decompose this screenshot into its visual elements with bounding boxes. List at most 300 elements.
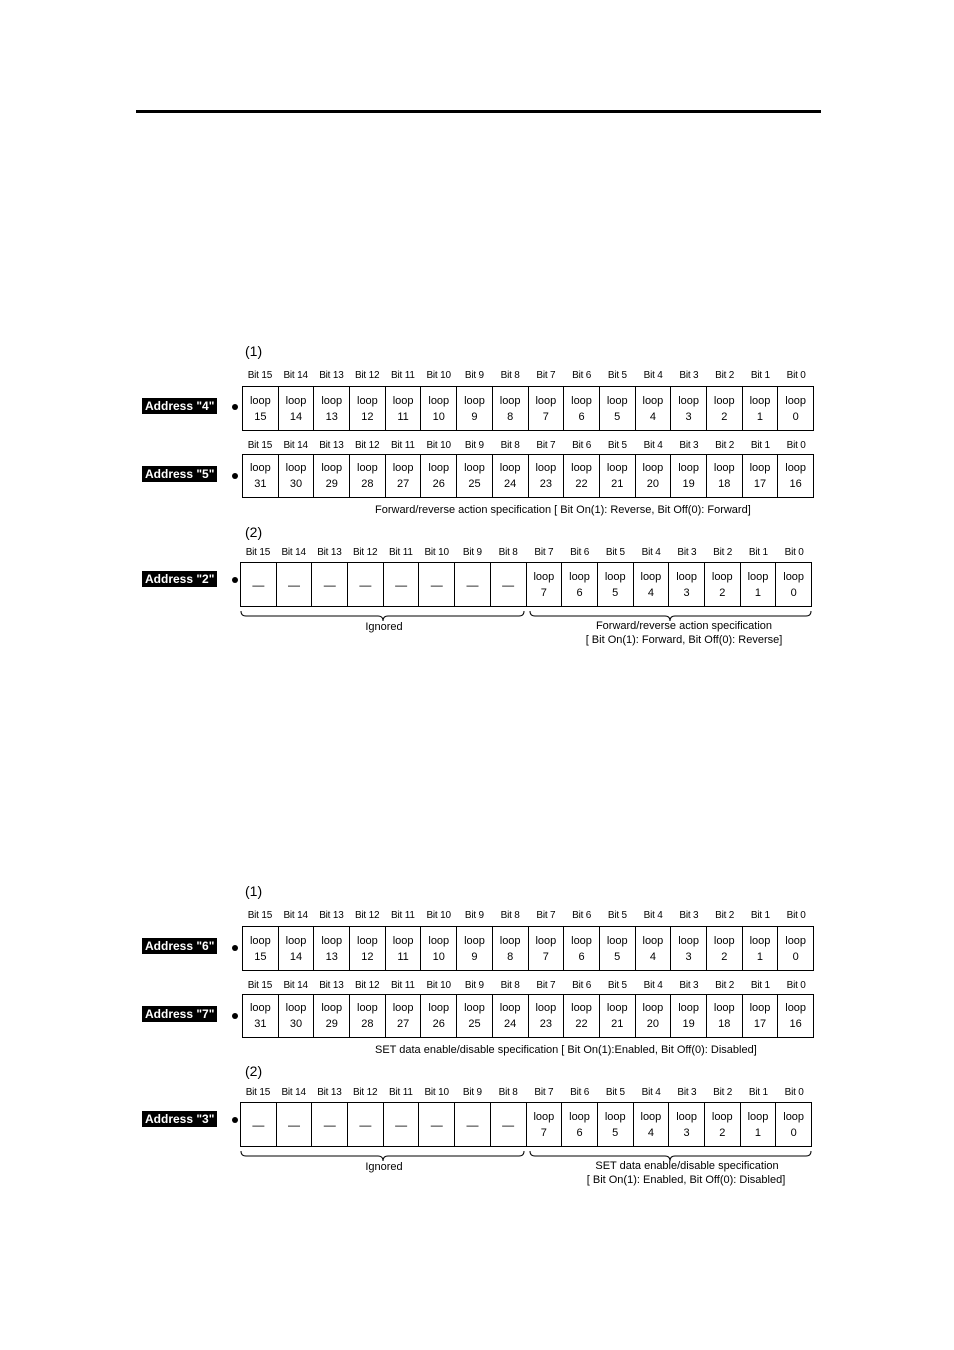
loop-word: loop [533, 570, 555, 583]
bit-label: Bit 13 [319, 980, 344, 991]
loop-number: 10 [432, 950, 445, 963]
loop-cell [561, 1103, 597, 1146]
loop-word: loop [571, 394, 592, 407]
loop-cell [742, 995, 778, 1037]
bit-label: Bit 8 [500, 370, 520, 381]
loop-number: 30 [289, 478, 303, 490]
bit-label: Bit 2 [713, 547, 733, 558]
dash-mark: — [430, 1117, 443, 1132]
caption-set-data-1: SET data enable/disable specification [ Bit On(1):Enabled, Bit Off(0): Disabled] [375, 1044, 757, 1056]
bit-label: Bit 2 [715, 370, 735, 381]
loop-word: loop [676, 570, 697, 583]
loop-number: 14 [289, 410, 303, 423]
loop-cell [704, 563, 740, 606]
loop-word: loop [392, 1002, 414, 1014]
address-2-label: Address "2" [142, 571, 217, 587]
loop-number: 11 [397, 410, 409, 423]
loop-cell [740, 1103, 776, 1146]
dash-mark: — [395, 1117, 408, 1132]
loop-number: 31 [254, 1018, 267, 1030]
loop-word: loop [713, 1002, 735, 1014]
bit-label: Bit 5 [607, 980, 627, 991]
bit-label: Bit 11 [389, 547, 413, 558]
bit-label: Bit 12 [354, 910, 380, 921]
loop-word: loop [499, 462, 521, 474]
bit-label: Bit 0 [786, 440, 806, 451]
loop-cell [313, 995, 349, 1037]
loop-number: 16 [789, 1018, 802, 1030]
loop-cell [492, 455, 528, 497]
bullet-dot [232, 577, 238, 583]
loop-number: 24 [504, 478, 517, 490]
bit-label: Bit 4 [643, 910, 663, 921]
bit-label: Bit 10 [424, 1087, 449, 1098]
loop-word: loop [321, 934, 343, 947]
loop-word: loop [285, 934, 307, 947]
loop-number: 3 [685, 950, 692, 963]
loop-cell [599, 927, 635, 970]
loop-cell [777, 927, 813, 970]
loop-cell [635, 927, 671, 970]
loop-cell [563, 995, 599, 1037]
loop-word: loop [249, 462, 271, 474]
loop-word: loop [747, 570, 769, 583]
loop-number: 8 [507, 950, 514, 963]
dash-mark: — [466, 1117, 479, 1132]
loop-number: 21 [611, 478, 624, 490]
loop-word: loop [499, 934, 521, 947]
bit-label: Bit 4 [643, 440, 663, 451]
loop-word: loop [604, 1110, 626, 1123]
bit-label: Bit 10 [426, 440, 451, 451]
bit-label: Bit 5 [607, 370, 627, 381]
loop-cell [420, 455, 456, 497]
bit-label: Bit 6 [572, 370, 592, 381]
loop-word: loop [535, 1002, 557, 1014]
loop-cell [599, 995, 635, 1037]
loop-word: loop [606, 934, 628, 947]
loop-cell [385, 387, 421, 430]
bullet-dot [232, 404, 238, 410]
loop-number: 31 [254, 478, 267, 490]
bit-label: Bit 3 [679, 980, 699, 991]
loop-word: loop [678, 1002, 699, 1014]
ignored-cell [454, 563, 490, 606]
loop-number: 6 [578, 410, 585, 423]
dash-mark: — [359, 1117, 372, 1132]
bit-label: Bit 13 [319, 440, 344, 451]
bullet-dot [232, 1013, 238, 1019]
bit-label: Bit 13 [317, 547, 342, 558]
loop-word: loop [321, 394, 343, 407]
loop-word: loop [678, 394, 699, 407]
bit-label: Bit 6 [572, 910, 592, 921]
loop-word: loop [285, 462, 307, 474]
ignored-cell [241, 1103, 276, 1146]
loop-number: 22 [575, 478, 588, 490]
loop-cell [243, 455, 278, 497]
bit-label: Bit 3 [679, 910, 699, 921]
bit-label: Bit 11 [391, 910, 415, 921]
ignored-cell [383, 563, 419, 606]
dash-mark: — [466, 577, 479, 592]
bit-label: Bit 9 [464, 440, 484, 451]
loop-cell [349, 455, 385, 497]
loop-word: loop [428, 394, 450, 407]
loop-cell [278, 927, 314, 970]
bullet-dot [232, 1117, 238, 1123]
bit-label: Bit 2 [715, 910, 735, 921]
loop-word: loop [321, 462, 343, 474]
bit-label: Bit 11 [391, 440, 415, 451]
loop-word: loop [428, 462, 450, 474]
bullet-dot [232, 945, 238, 951]
bit-labels-row [242, 910, 814, 924]
ignored-cell [490, 1103, 526, 1146]
loop-cell [313, 455, 349, 497]
dash-mark: — [502, 577, 515, 592]
ignored-cell [241, 563, 276, 606]
dash-mark: — [252, 577, 265, 592]
loop-number: 6 [578, 950, 585, 963]
bit-label: Bit 0 [786, 910, 806, 921]
loop-word: loop [785, 1002, 807, 1014]
loop-word: loop [606, 1002, 628, 1014]
loop-word: loop [571, 462, 592, 474]
loop-number: 25 [468, 478, 481, 490]
bit-label: Bit 3 [677, 547, 697, 558]
loop-number: 26 [432, 478, 445, 490]
loop-number: 11 [397, 950, 409, 963]
bit-label: Bit 4 [641, 1087, 661, 1098]
loop-number: 2 [721, 410, 728, 423]
loop-word: loop [464, 462, 485, 474]
loop-word: loop [428, 934, 450, 947]
bit-label: Bit 13 [317, 1087, 342, 1098]
loop-number: 17 [753, 1018, 767, 1030]
bit-label: Bit 9 [464, 370, 484, 381]
loop-word: loop [464, 1002, 485, 1014]
loop-cell [528, 927, 564, 970]
loop-cell [633, 563, 669, 606]
bit-label: Bit 7 [536, 370, 556, 381]
bit-label: Bit 8 [498, 1087, 518, 1098]
loop-cell [599, 387, 635, 430]
dash-mark: — [323, 1117, 336, 1132]
loop-cell [742, 387, 778, 430]
loop-number: 4 [647, 1126, 654, 1139]
ignored-cell [347, 563, 383, 606]
loop-cell [633, 1103, 669, 1146]
loop-number: 1 [754, 586, 762, 599]
loop-number: 7 [542, 410, 549, 423]
sub-label-2: (2) [245, 1063, 263, 1079]
loop-number: 4 [649, 410, 656, 423]
bit-label: Bit 12 [354, 440, 380, 451]
loop-number: 9 [471, 410, 478, 423]
loop-cell [742, 927, 778, 970]
loop-cell [313, 387, 349, 430]
sub-label-1: (1) [245, 343, 263, 359]
loop-cell [349, 995, 385, 1037]
loop-cell [740, 563, 776, 606]
loop-word: loop [499, 1002, 521, 1014]
loop-number: 29 [325, 1018, 338, 1030]
loop-number: 3 [683, 586, 690, 599]
bit-label: Bit 11 [391, 980, 415, 991]
loop-word: loop [640, 1110, 662, 1123]
bit-label: Bit 8 [500, 980, 520, 991]
bit-label: Bit 1 [750, 980, 770, 991]
loop-cell [668, 563, 704, 606]
loop-number: 6 [576, 586, 583, 599]
bit-label: Bit 5 [605, 547, 625, 558]
loop-number: 29 [325, 478, 338, 490]
loop-word: loop [249, 934, 271, 947]
loop-number: 1 [754, 1126, 762, 1139]
bit-label: Bit 1 [750, 370, 770, 381]
bit-label: Bit 12 [352, 547, 378, 558]
loop-number: 12 [361, 950, 374, 963]
loop-cell [706, 387, 742, 430]
bit-label: Bit 6 [570, 1087, 590, 1098]
loop-cell [742, 455, 778, 497]
loop-cell [349, 927, 385, 970]
bit-label: Bit 7 [536, 910, 556, 921]
loop-word: loop [392, 394, 414, 407]
loop-word: loop [357, 1002, 378, 1014]
bit-label: Bit 1 [748, 1087, 768, 1098]
loop-word: loop [678, 934, 699, 947]
loop-word: loop [571, 934, 592, 947]
loop-word: loop [749, 462, 771, 474]
loop-word: loop [499, 394, 521, 407]
loop-cell [456, 455, 492, 497]
bit-label: Bit 6 [572, 440, 592, 451]
address-3-label: Address "3" [142, 1111, 217, 1127]
register-address-5 [242, 454, 814, 498]
loop-number: 13 [325, 950, 338, 963]
loop-word: loop [392, 462, 414, 474]
loop-number: 4 [647, 586, 654, 599]
loop-cell [243, 995, 278, 1037]
bit-label: Bit 7 [536, 980, 556, 991]
bit-label: Bit 0 [784, 547, 804, 558]
loop-number: 0 [792, 410, 799, 423]
loop-cell [706, 927, 742, 970]
loop-number: 10 [432, 410, 445, 423]
loop-number: 15 [254, 410, 267, 423]
loop-number: 5 [614, 410, 621, 423]
bit-label: Bit 8 [500, 440, 520, 451]
bit-label: Bit 12 [354, 980, 380, 991]
loop-number: 3 [685, 410, 692, 423]
bit-label: Bit 7 [536, 440, 556, 451]
loop-word: loop [747, 1110, 769, 1123]
loop-word: loop [533, 1110, 555, 1123]
loop-cell [706, 455, 742, 497]
loop-number: 7 [542, 950, 549, 963]
loop-word: loop [285, 1002, 307, 1014]
loop-cell [385, 455, 421, 497]
address-5-label: Address "5" [142, 466, 217, 482]
bit-labels-row [242, 370, 814, 384]
loop-number: 23 [539, 478, 552, 490]
register-address-4 [242, 386, 814, 431]
loop-cell [492, 995, 528, 1037]
loop-word: loop [606, 394, 628, 407]
loop-number: 17 [753, 478, 767, 490]
bit-label: Bit 2 [715, 440, 735, 451]
loop-number: 26 [432, 1018, 445, 1030]
loop-word: loop [678, 462, 699, 474]
loop-cell [528, 995, 564, 1037]
loop-word: loop [464, 934, 485, 947]
caption-set-data-2b: [ Bit On(1): Enabled, Bit Off(0): Disabled] [586, 1174, 786, 1186]
bit-label: Bit 9 [464, 910, 484, 921]
loop-word: loop [606, 462, 628, 474]
loop-number: 19 [682, 478, 695, 490]
loop-word: loop [785, 394, 807, 407]
bit-label: Bit 10 [426, 370, 451, 381]
loop-word: loop [535, 934, 557, 947]
loop-cell [777, 995, 813, 1037]
loop-cell [670, 455, 706, 497]
bit-label: Bit 10 [426, 980, 451, 991]
loop-word: loop [604, 570, 626, 583]
loop-word: loop [783, 570, 805, 583]
loop-number: 18 [718, 478, 731, 490]
loop-number: 1 [756, 950, 764, 963]
loop-word: loop [676, 1110, 697, 1123]
dash-mark: — [323, 577, 336, 592]
bit-label: Bit 14 [281, 1087, 306, 1098]
loop-cell [670, 927, 706, 970]
loop-cell [635, 455, 671, 497]
loop-cell [385, 995, 421, 1037]
loop-word: loop [535, 394, 557, 407]
dash-mark: — [359, 577, 372, 592]
loop-number: 20 [646, 478, 660, 490]
loop-number: 21 [611, 1018, 624, 1030]
bit-label: Bit 6 [572, 980, 592, 991]
ignored-cell [418, 563, 454, 606]
loop-cell [526, 1103, 562, 1146]
loop-number: 4 [649, 950, 656, 963]
dash-mark: — [395, 577, 408, 592]
bit-labels-row [240, 1087, 812, 1101]
loop-cell [670, 387, 706, 430]
register-address-3 [240, 1102, 812, 1147]
loop-word: loop [642, 934, 664, 947]
loop-cell [313, 927, 349, 970]
register-address-7 [242, 994, 814, 1038]
loop-word: loop [711, 1110, 733, 1123]
loop-cell [420, 387, 456, 430]
loop-number: 28 [361, 478, 374, 490]
loop-word: loop [713, 394, 735, 407]
bit-label: Bit 11 [391, 370, 415, 381]
bit-labels-row [242, 440, 814, 454]
bit-label: Bit 13 [319, 370, 344, 381]
bit-label: Bit 7 [534, 1087, 554, 1098]
loop-number: 27 [396, 478, 410, 490]
bit-label: Bit 15 [247, 980, 273, 991]
register-address-2 [240, 562, 812, 607]
bit-label: Bit 1 [750, 440, 770, 451]
loop-cell [492, 927, 528, 970]
loop-number: 8 [507, 410, 514, 423]
loop-cell [420, 995, 456, 1037]
loop-cell [668, 1103, 704, 1146]
loop-number: 23 [539, 1018, 552, 1030]
bit-label: Bit 4 [643, 980, 663, 991]
loop-word: loop [357, 394, 378, 407]
loop-number: 6 [576, 1126, 583, 1139]
loop-number: 15 [254, 950, 267, 963]
bit-label: Bit 8 [498, 547, 518, 558]
loop-cell [456, 927, 492, 970]
loop-number: 5 [614, 950, 621, 963]
loop-cell [777, 455, 813, 497]
bit-label: Bit 15 [245, 547, 271, 558]
dash-mark: — [288, 1117, 301, 1132]
register-address-6 [242, 926, 814, 971]
loop-word: loop [249, 394, 271, 407]
address-6-label: Address "6" [142, 938, 217, 954]
caption-forward-reverse-1: Forward/reverse action specification [ Bit On(1): Reverse, Bit Off(0): Forward] [375, 504, 751, 516]
loop-number: 7 [540, 1126, 547, 1139]
loop-number: 5 [612, 586, 619, 599]
loop-number: 19 [682, 1018, 695, 1030]
ignored-cell [418, 1103, 454, 1146]
loop-cell [278, 455, 314, 497]
loop-number: 2 [719, 586, 726, 599]
bit-label: Bit 2 [715, 980, 735, 991]
bit-label: Bit 14 [281, 547, 306, 558]
loop-cell [597, 563, 633, 606]
loop-word: loop [285, 394, 307, 407]
loop-cell [635, 387, 671, 430]
loop-cell [777, 387, 813, 430]
bit-label: Bit 5 [607, 910, 627, 921]
loop-cell [706, 995, 742, 1037]
loop-cell [243, 927, 278, 970]
loop-word: loop [785, 462, 807, 474]
loop-cell [775, 563, 811, 606]
loop-word: loop [783, 1110, 805, 1123]
bit-label: Bit 10 [426, 910, 451, 921]
loop-cell [704, 1103, 740, 1146]
loop-number: 0 [790, 586, 797, 599]
bit-label: Bit 11 [389, 1087, 413, 1098]
bit-labels-row [242, 980, 814, 994]
loop-cell [775, 1103, 811, 1146]
loop-word: loop [571, 1002, 592, 1014]
loop-cell [456, 387, 492, 430]
bit-label: Bit 3 [679, 370, 699, 381]
loop-number: 5 [612, 1126, 619, 1139]
bit-label: Bit 9 [462, 547, 482, 558]
loop-cell [670, 995, 706, 1037]
bullet-dot [232, 473, 238, 479]
loop-word: loop [749, 934, 771, 947]
bit-labels-row [240, 547, 812, 561]
loop-cell [243, 387, 278, 430]
bit-label: Bit 14 [283, 980, 308, 991]
loop-number: 13 [325, 410, 338, 423]
bit-label: Bit 15 [245, 1087, 271, 1098]
